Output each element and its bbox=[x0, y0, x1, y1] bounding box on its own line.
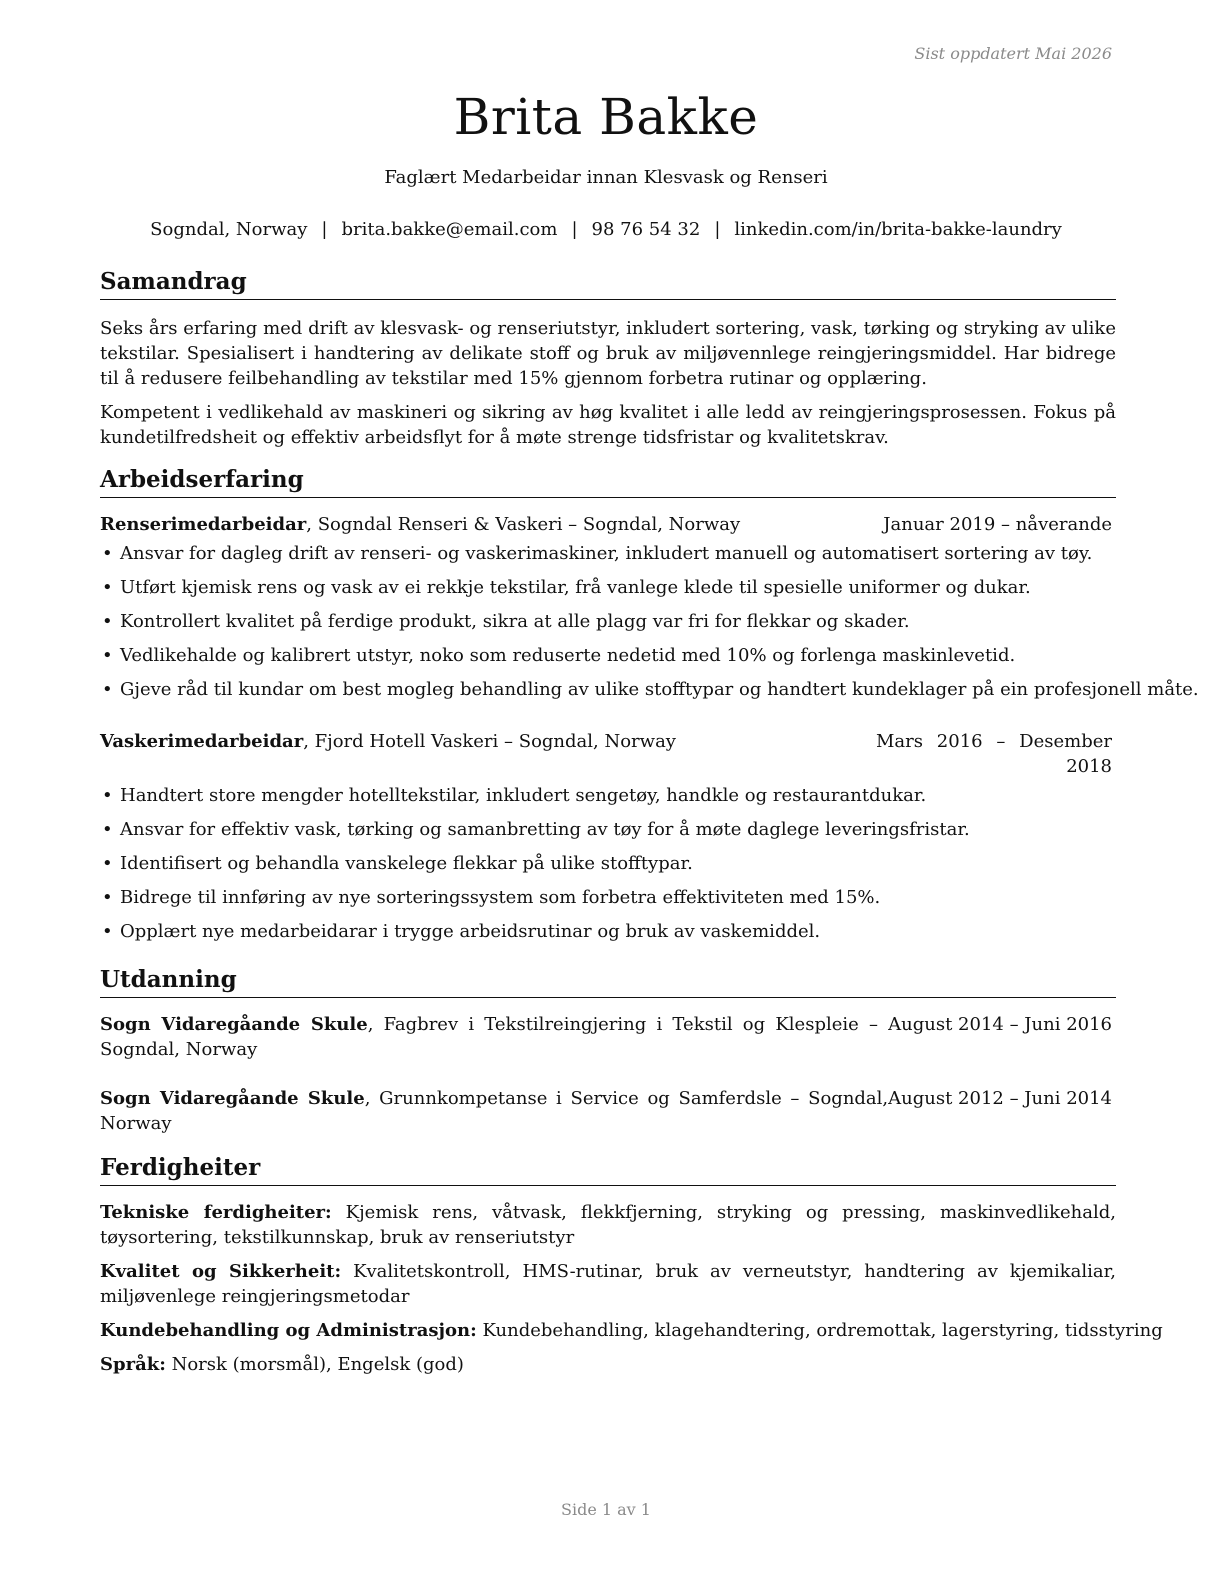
contact-line bbox=[100, 219, 1112, 240]
bullet-text: Utført kjemisk rens og vask av ei rekkje tekstilar, frå vanlege klede til spesielle uniformer og dukar. bbox=[120, 577, 1031, 598]
skills-section bbox=[100, 1152, 1163, 1377]
bullet-icon: • bbox=[102, 543, 113, 564]
bullet-icon: • bbox=[102, 853, 113, 874]
list-item bbox=[100, 817, 1116, 842]
education-text bbox=[100, 1012, 878, 1062]
skill-line bbox=[100, 1259, 1116, 1309]
bullet-text: Gjeve råd til kundar om best mogleg behandling av ulike stofftypar og handtert kundeklager på ein profesjonell måte. bbox=[120, 679, 1199, 700]
skill-label: Kvalitet og Sikkerheit: bbox=[100, 1261, 342, 1282]
bullet-icon: • bbox=[102, 819, 113, 840]
bullet-icon: • bbox=[102, 921, 113, 942]
bullet-icon: • bbox=[102, 611, 113, 632]
job-role: Renserimedarbeidar bbox=[100, 514, 307, 535]
list-item bbox=[100, 575, 1116, 600]
bullet-icon: • bbox=[102, 679, 113, 700]
contact-email[interactable]: brita.bakke@email.com bbox=[341, 219, 558, 240]
summary-paragraph: Kompetent i vedlikehald av maskineri og sikring av høg kvalitet i alle ledd av reingjeringsprosessen. Fokus på kundetilfredsheit og effektiv arbeidsflyt for å møte strenge tidsfristar og kvalitetskrav. bbox=[100, 402, 1116, 448]
section-title-skills: Ferdigheiter bbox=[100, 1152, 1116, 1186]
job-bullet-list bbox=[100, 783, 1116, 944]
list-item bbox=[100, 677, 1199, 702]
education-text bbox=[100, 1086, 888, 1136]
skill-value: Kjemisk rens, våtvask, flekkfjerning, stryking og pressing, maskinvedlikehald, tøysortering, tekstilkunnskap, bruk av renseriutstyr bbox=[100, 1202, 1116, 1248]
skill-line bbox=[100, 1318, 1163, 1343]
skill-label: Tekniske ferdigheiter: bbox=[100, 1202, 332, 1223]
education-dates: August 2012 – Juni 2014 bbox=[888, 1088, 1112, 1109]
skill-value: Norsk (morsmål), Engelsk (god) bbox=[171, 1354, 464, 1375]
education-entry bbox=[100, 1012, 1112, 1062]
job-employer: , Fjord Hotell Vaskeri – Sogndal, Norway bbox=[303, 731, 676, 752]
bullet-text: Vedlikehalde og kalibrert utstyr, noko som reduserte nedetid med 10% og forlenga maskinlevetid. bbox=[120, 645, 1016, 666]
contact-separator: | bbox=[571, 219, 578, 240]
list-item bbox=[100, 609, 1116, 634]
education-dates: August 2014 – Juni 2016 bbox=[888, 1014, 1112, 1035]
candidate-name: Brita Bakke bbox=[453, 88, 759, 146]
job-title-line bbox=[100, 729, 676, 779]
bullet-icon: • bbox=[102, 645, 113, 666]
skill-line bbox=[100, 1352, 1116, 1377]
list-item bbox=[100, 643, 1116, 668]
education-section bbox=[100, 964, 1116, 1136]
contact-location: Sogndal, Norway bbox=[150, 219, 308, 240]
list-item bbox=[100, 919, 1116, 944]
skill-value: Kvalitetskontroll, HMS-rutinar, bruk av verneutstyr, handtering av kjemikaliar, miljøvenlege reingjeringsmetodar bbox=[100, 1261, 1116, 1307]
bullet-text: Handtert store mengder hotelltekstilar, inkludert sengetøy, handkle og restaurantdukar. bbox=[120, 785, 927, 806]
contact-phone: 98 76 54 32 bbox=[591, 219, 701, 240]
summary-paragraph: Seks års erfaring med drift av klesvask- og renseriutstyr, inkludert sortering, vask, tørking og stryking av ulike tekstilar. Spesialisert i handtering av delikate stoff og bruk av miljøvennlege reingjeringsmiddel. Har bidrege til å redusere feilbehandling av tekstilar med 15% gjennom forbetra rutinar og opplæring. bbox=[100, 318, 1116, 389]
section-title-experience: Arbeidserfaring bbox=[100, 464, 1116, 498]
education-entry bbox=[100, 1086, 1112, 1136]
job-header bbox=[100, 512, 1112, 537]
skill-line bbox=[100, 1200, 1116, 1250]
education-detail: , Grunnkompetanse i Service og Samferdsle – Sogndal, Norway bbox=[100, 1088, 889, 1134]
contact-separator: | bbox=[321, 219, 328, 240]
job-bullet-list bbox=[100, 541, 1199, 702]
last-updated-note: Sist oppdatert Mai 2026 bbox=[914, 44, 1112, 63]
job-dates: Mars 2016 – Desember 2018 bbox=[876, 731, 1112, 777]
skill-value: Kundebehandling, klagehandtering, ordremottak, lagerstyring, tidsstyring bbox=[482, 1320, 1163, 1341]
bullet-text: Opplært nye medarbeidarar i trygge arbeidsrutinar og bruk av vaskemiddel. bbox=[120, 921, 821, 942]
section-title-summary: Samandrag bbox=[100, 266, 1116, 300]
contact-linkedin[interactable]: linkedin.com/in/brita-bakke-laundry bbox=[734, 219, 1062, 240]
experience-section bbox=[100, 464, 1199, 944]
skill-label: Kundebehandling og Administrasjon: bbox=[100, 1320, 477, 1341]
bullet-text: Ansvar for effektiv vask, tørking og samanbretting av tøy for å møte daglege leveringsfristar. bbox=[120, 819, 970, 840]
bullet-text: Kontrollert kvalitet på ferdige produkt, sikra at alle plagg var fri for flekkar og skader. bbox=[120, 611, 910, 632]
bullet-text: Identifisert og behandla vanskelege flekkar på ulike stofftypar. bbox=[120, 853, 693, 874]
section-title-education: Utdanning bbox=[100, 964, 1116, 998]
job-title-line bbox=[100, 512, 740, 537]
list-item bbox=[100, 541, 1116, 566]
job-employer: , Sogndal Renseri & Vaskeri – Sogndal, Norway bbox=[306, 514, 741, 535]
bullet-icon: • bbox=[102, 785, 113, 806]
list-item bbox=[100, 851, 1116, 876]
job-role: Vaskerimedarbeidar bbox=[100, 731, 304, 752]
resume-page bbox=[100, 0, 1199, 1584]
bullet-text: Ansvar for dagleg drift av renseri- og vaskerimaskiner, inkludert manuell og automatisert sortering av tøy. bbox=[120, 543, 1093, 564]
candidate-headline: Faglært Medarbeidar innan Klesvask og Renseri bbox=[384, 167, 828, 188]
job-header bbox=[100, 729, 1112, 779]
page-number: Side 1 av 1 bbox=[561, 1500, 651, 1519]
school-name: Sogn Vidaregåande Skule bbox=[100, 1088, 365, 1109]
skill-label: Språk: bbox=[100, 1354, 166, 1375]
summary-section bbox=[100, 266, 1116, 450]
resume-content bbox=[100, 266, 1199, 1377]
education-detail: , Fagbrev i Tekstilreingjering i Tekstil og Klespleie – Sogndal, Norway bbox=[100, 1014, 878, 1060]
bullet-text: Bidrege til innføring av nye sorteringssystem som forbetra effektiviteten med 15%. bbox=[120, 887, 881, 908]
job-dates: Januar 2019 – nåverande bbox=[883, 514, 1112, 535]
school-name: Sogn Vidaregåande Skule bbox=[100, 1014, 368, 1035]
list-item bbox=[100, 885, 1116, 910]
bullet-icon: • bbox=[102, 577, 113, 598]
contact-separator: | bbox=[714, 219, 721, 240]
list-item bbox=[100, 783, 1116, 808]
bullet-icon: • bbox=[102, 887, 113, 908]
